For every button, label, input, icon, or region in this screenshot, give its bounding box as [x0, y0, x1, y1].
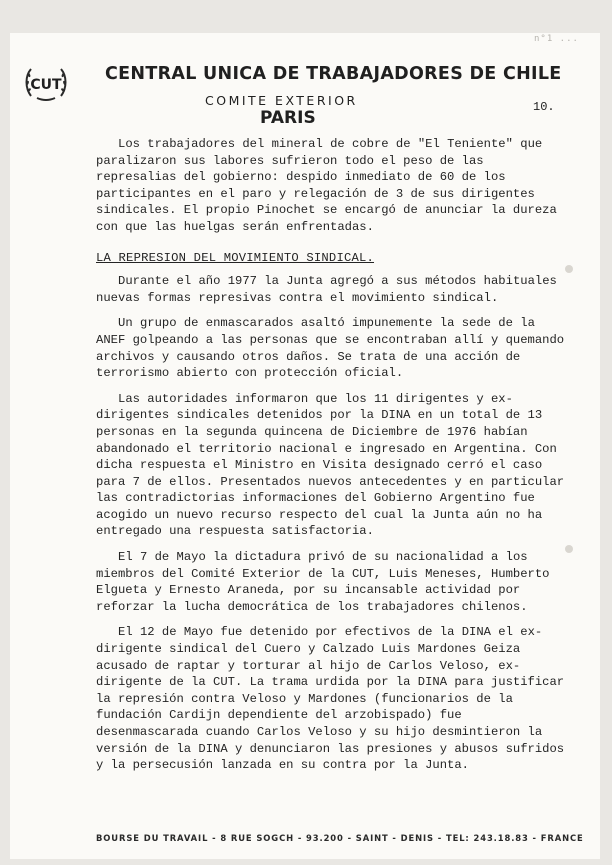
section-heading: LA REPRESION DEL MOVIMIENTO SINDICAL. [96, 250, 375, 265]
cut-logo-icon [23, 60, 69, 106]
corner-mark: n°1 ... [534, 34, 579, 44]
footer-address: BOURSE DU TRAVAIL - 8 RUE SOGCH - 93.200 - SAINT - DENIS - TEL: 243.18.83 - FRANCE [96, 833, 584, 843]
paragraph-5: El 7 de Mayo la dictadura privó de su nacionalidad a los miembros del Comité Exterior de la CUT, Luis Meneses, Humberto Elgueta y Ernesto Araneda, por su incansable actividad por reforzar la lucha democrática de los trabajadores chilenos. [96, 550, 550, 614]
document-body [96, 136, 568, 783]
logo-text: CUT [30, 77, 62, 93]
punch-hole [565, 545, 573, 553]
city-title: PARIS [260, 108, 316, 128]
paragraph-3: Un grupo de enmascarados asaltó impunemente la sede de la ANEF golpeando a las personas que se encontraban allí y quemando archivos y causando otros daños. Se trata de una acción de terrorismo abierto con protección oficial. [96, 316, 565, 381]
paragraph-6: El 12 de Mayo fue detenido por efectivos de la DINA el ex-dirigente sindical del Cuero y Calzado Luis Mardones Geiza acusado de raptar y torturar al hijo de Carlos Veloso, ex-dirigente de la CUT. La trama urdida por la DINA para justificar la represión contra Veloso y Mardones (funcionarios de la fundación Cardijn dependiente del arzobispado) fue desenmascarada cuando Carlos Veloso y su hijo desmintieron la versión de la DINA y denunciaron las presiones y abusos sufridos y la persecusión lanzada en su contra por la Junta. [96, 625, 565, 773]
page-number: 10. [533, 100, 555, 114]
paragraph-2: Durante el año 1977 la Junta agregó a sus métodos habituales nuevas formas represivas contra el movimiento sindical. [96, 274, 557, 305]
committee-subtitle: COMITE EXTERIOR [205, 93, 358, 108]
organization-title: CENTRAL UNICA DE TRABAJADORES DE CHILE [105, 64, 562, 84]
punch-hole [565, 265, 573, 273]
paragraph-1: Los trabajadores del mineral de cobre de "El Teniente" que paralizaron sus labores sufrieron todo el peso de las represalias del gobierno: despido inmediato de 60 de los participantes en el paro y relegación de 3 de sus dirigentes sindicales. El propio Pinochet se encargó de anunciar la dureza con que las huelgas serán enfrentadas. [96, 137, 557, 234]
paragraph-4: Las autoridades informaron que los 11 dirigentes y ex-dirigentes sindicales detenidos por la DINA en un total de 13 personas en la segunda quincena de Diciembre de 1976 habían abandonado el territorio nacional e ingresado en Argentina. Con dicha respuesta el Ministro en Visita designado cerró el caso para 7 de ellos. Presentados nuevos antecedentes y en particular las contradictorias informaciones del Gobierno Argentino fue acogido un nuevo recurso respecto del cual la Junta aún no ha entregado una respuesta satisfactoria. [96, 391, 565, 539]
